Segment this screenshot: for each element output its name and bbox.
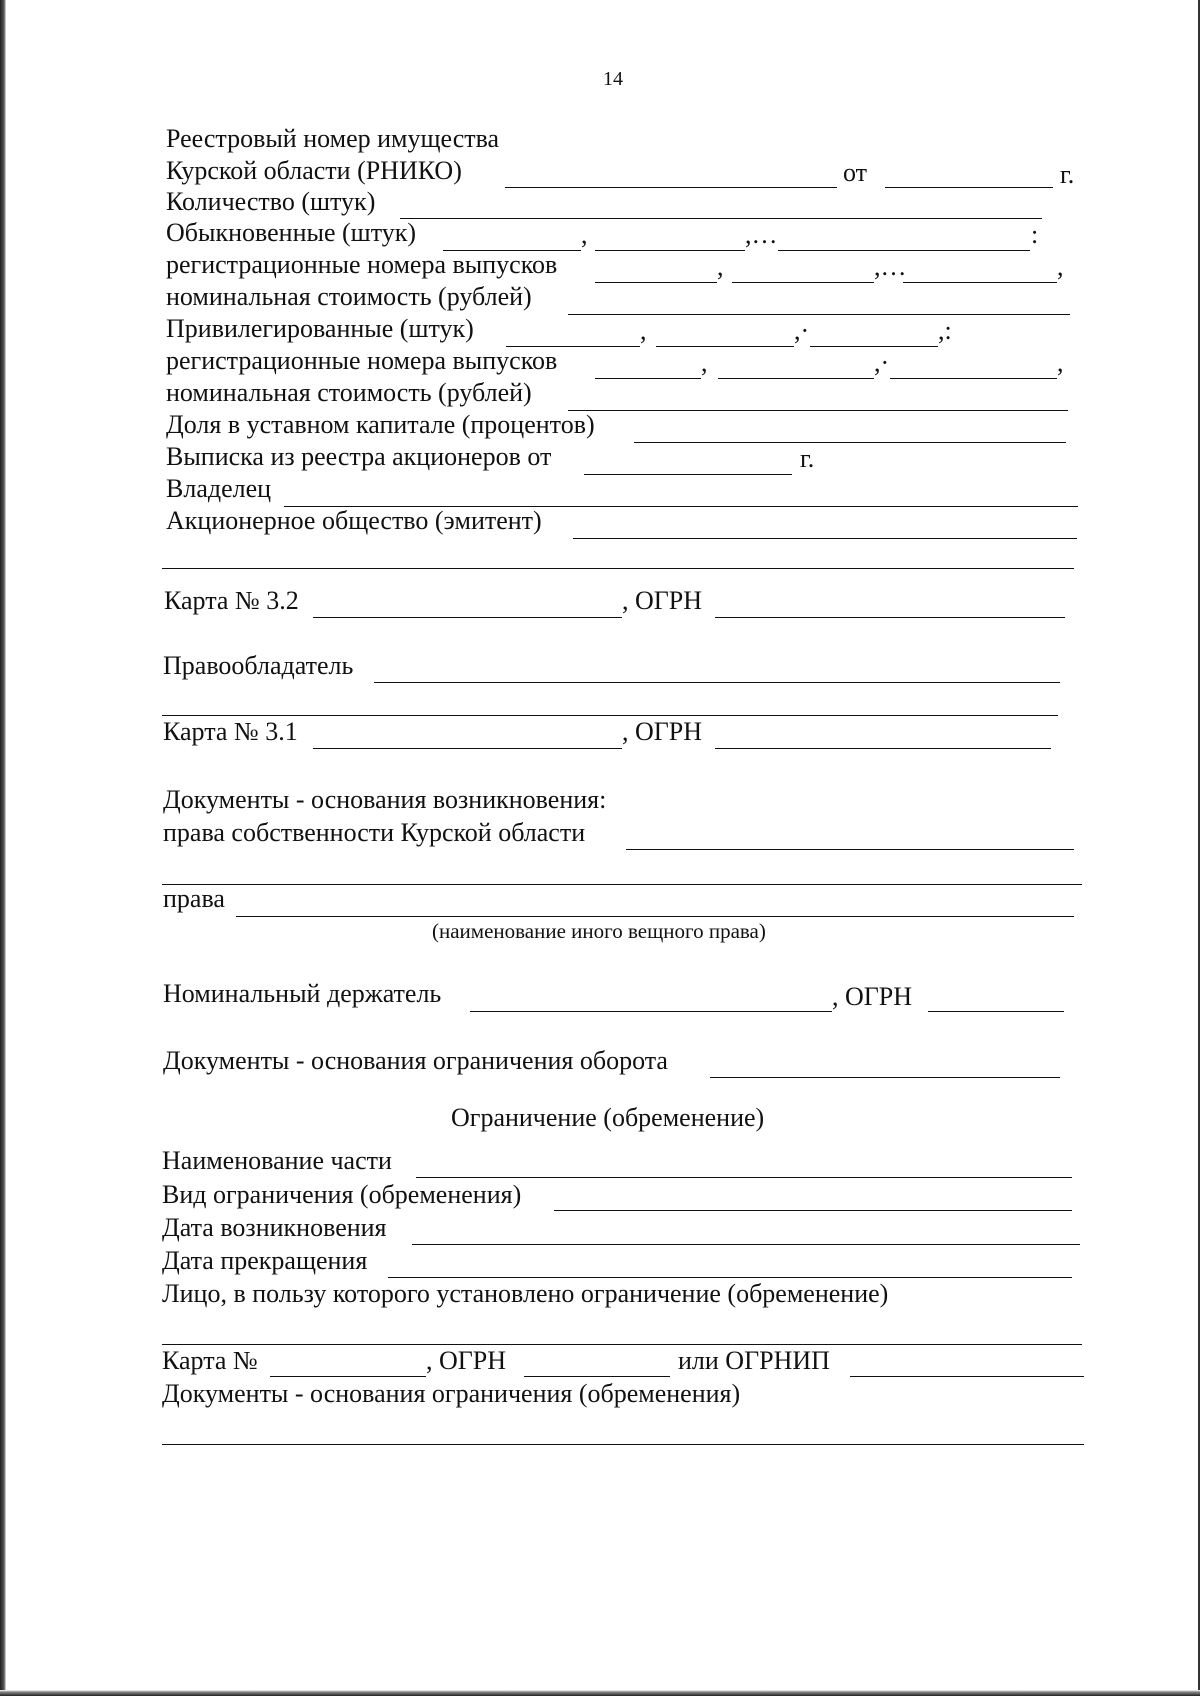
label-year: г. bbox=[800, 444, 815, 473]
sep-comma: , bbox=[701, 348, 708, 377]
field-card-3-2-ogrn[interactable] bbox=[715, 617, 1065, 618]
label-quantity: Количество (штук) bbox=[166, 187, 376, 216]
label-start-date: Дата возникновения bbox=[162, 1213, 387, 1242]
field-ordinary-reg-2[interactable] bbox=[732, 282, 874, 283]
label-ordinary-shares: Обыкновенные (штук) bbox=[166, 218, 417, 247]
field-preferred-2[interactable] bbox=[656, 346, 794, 347]
field-encumbrance-type[interactable] bbox=[554, 1210, 1072, 1211]
label-ogrn: , ОГРН bbox=[622, 717, 703, 746]
scan-edge-bottom bbox=[0, 1690, 1200, 1696]
sep-colon: : bbox=[1031, 220, 1039, 249]
label-issue-reg-numbers: регистрационные номера выпусков bbox=[166, 250, 558, 279]
field-ordinary-n[interactable] bbox=[778, 250, 1030, 251]
field-end-date[interactable] bbox=[388, 1277, 1072, 1278]
field-ordinary-nominal[interactable] bbox=[568, 314, 1070, 315]
field-quantity[interactable] bbox=[400, 218, 1042, 219]
field-card-3-1[interactable] bbox=[313, 748, 622, 749]
label-kursk-ownership-right: права собственности Курской области bbox=[163, 818, 586, 847]
field-other-real-right[interactable] bbox=[236, 916, 1074, 917]
label-issue-reg-numbers: регистрационные номера выпусков bbox=[166, 346, 558, 375]
label-card: Карта № bbox=[162, 1346, 258, 1375]
field-joint-stock-company-cont[interactable] bbox=[162, 568, 1074, 569]
field-card-3-1-ogrn[interactable] bbox=[715, 748, 1051, 749]
field-preferred-n[interactable] bbox=[810, 346, 938, 347]
sep-comma: , bbox=[1057, 348, 1064, 377]
label-kursk-region-rniko: Курской области (РНИКО) bbox=[166, 156, 462, 185]
field-preferred-reg-2[interactable] bbox=[718, 378, 874, 379]
field-nominal-holder-ogrn[interactable] bbox=[928, 1011, 1064, 1012]
field-preferred-nominal[interactable] bbox=[568, 410, 1068, 411]
label-registry-number: Реестровый номер имущества bbox=[166, 124, 500, 153]
label-end-date: Дата прекращения bbox=[162, 1246, 368, 1275]
field-extract-date[interactable] bbox=[584, 474, 792, 475]
label-rights-holder: Правообладатель bbox=[163, 651, 354, 680]
field-kursk-ownership-right[interactable] bbox=[626, 849, 1074, 850]
field-preferred-reg-1[interactable] bbox=[595, 378, 701, 379]
label-nominal-value: номинальная стоимость (рублей) bbox=[166, 282, 532, 311]
label-shareholder-register-extract: Выписка из реестра акционеров от bbox=[166, 442, 552, 471]
label-encumbrance-documents: Документы - основания ограничения (обременения) bbox=[162, 1379, 741, 1408]
label-joint-stock-company: Акционерное общество (эмитент) bbox=[166, 506, 542, 535]
sep-colon: ,: bbox=[938, 316, 952, 345]
label-ogrnip: или ОГРНИП bbox=[678, 1346, 830, 1375]
field-ordinary-reg-1[interactable] bbox=[595, 282, 717, 283]
field-encumbrance-documents[interactable] bbox=[162, 1444, 1084, 1445]
sep-comma: , bbox=[717, 252, 724, 281]
label-ogrn: , ОГРН bbox=[832, 982, 913, 1011]
sep-dot: ,· bbox=[794, 316, 810, 345]
field-beneficiary[interactable] bbox=[162, 1344, 1082, 1345]
label-origin-documents: Документы - основания возникновения: bbox=[163, 785, 607, 814]
sep-ellipsis: ,… bbox=[874, 252, 907, 281]
field-preferred-reg-n[interactable] bbox=[890, 378, 1057, 379]
label-from: от bbox=[843, 158, 868, 187]
sep-comma: , bbox=[640, 316, 647, 345]
section-heading-encumbrance: Ограничение (обременение) bbox=[451, 1103, 765, 1132]
label-encumbrance-type: Вид ограничения (обременения) bbox=[162, 1180, 522, 1209]
field-nominal-holder[interactable] bbox=[470, 1011, 832, 1012]
sep-comma: , bbox=[1057, 252, 1064, 281]
sep-ellipsis: ,… bbox=[745, 220, 778, 249]
field-card-ogrn[interactable] bbox=[524, 1376, 670, 1377]
field-turnover-restriction-documents[interactable] bbox=[710, 1077, 1060, 1078]
field-rights-holder-cont[interactable] bbox=[162, 715, 1058, 716]
field-kursk-ownership-right-cont[interactable] bbox=[162, 884, 1082, 885]
label-preferred-shares: Привилегированные (штук) bbox=[166, 314, 474, 343]
label-turnover-restriction-documents: Документы - основания ограничения оборота bbox=[163, 1046, 668, 1075]
field-rights-holder[interactable] bbox=[374, 682, 1060, 683]
page-number: 14 bbox=[603, 68, 623, 90]
field-rniko-number[interactable] bbox=[505, 187, 837, 188]
field-part-name[interactable] bbox=[416, 1177, 1072, 1178]
label-ogrn: , ОГРН bbox=[426, 1346, 507, 1375]
field-ordinary-reg-n[interactable] bbox=[903, 282, 1057, 283]
label-ogrn: , ОГРН bbox=[622, 586, 703, 615]
label-nominal-value: номинальная стоимость (рублей) bbox=[166, 378, 532, 407]
label-part-name: Наименование части bbox=[162, 1146, 392, 1175]
label-card-3-2: Карта № 3.2 bbox=[164, 586, 299, 615]
field-card-number[interactable] bbox=[270, 1376, 426, 1377]
field-start-date[interactable] bbox=[412, 1244, 1080, 1245]
caption-other-real-right: (наименование иного вещного права) bbox=[432, 919, 766, 943]
field-rniko-date[interactable] bbox=[885, 187, 1053, 188]
field-share-capital-percent[interactable] bbox=[634, 442, 1066, 443]
field-ordinary-2[interactable] bbox=[595, 250, 745, 251]
scan-edge-left bbox=[0, 0, 6, 1696]
field-card-ogrnip[interactable] bbox=[850, 1376, 1084, 1377]
label-nominal-holder: Номинальный держатель bbox=[163, 979, 442, 1008]
field-card-3-2[interactable] bbox=[313, 617, 622, 618]
label-beneficiary: Лицо, в пользу которого установлено ограничение (обременение) bbox=[162, 1279, 889, 1308]
field-joint-stock-company[interactable] bbox=[573, 538, 1077, 539]
label-card-3-1: Карта № 3.1 bbox=[163, 717, 298, 746]
label-share-capital-percent: Доля в уставном капитале (процентов) bbox=[166, 410, 595, 439]
label-right: права bbox=[163, 884, 225, 913]
label-owner: Владелец bbox=[166, 474, 272, 503]
label-year: г. bbox=[1060, 160, 1075, 189]
sep-comma: , bbox=[581, 220, 588, 249]
sep-dot: ,· bbox=[874, 348, 890, 377]
